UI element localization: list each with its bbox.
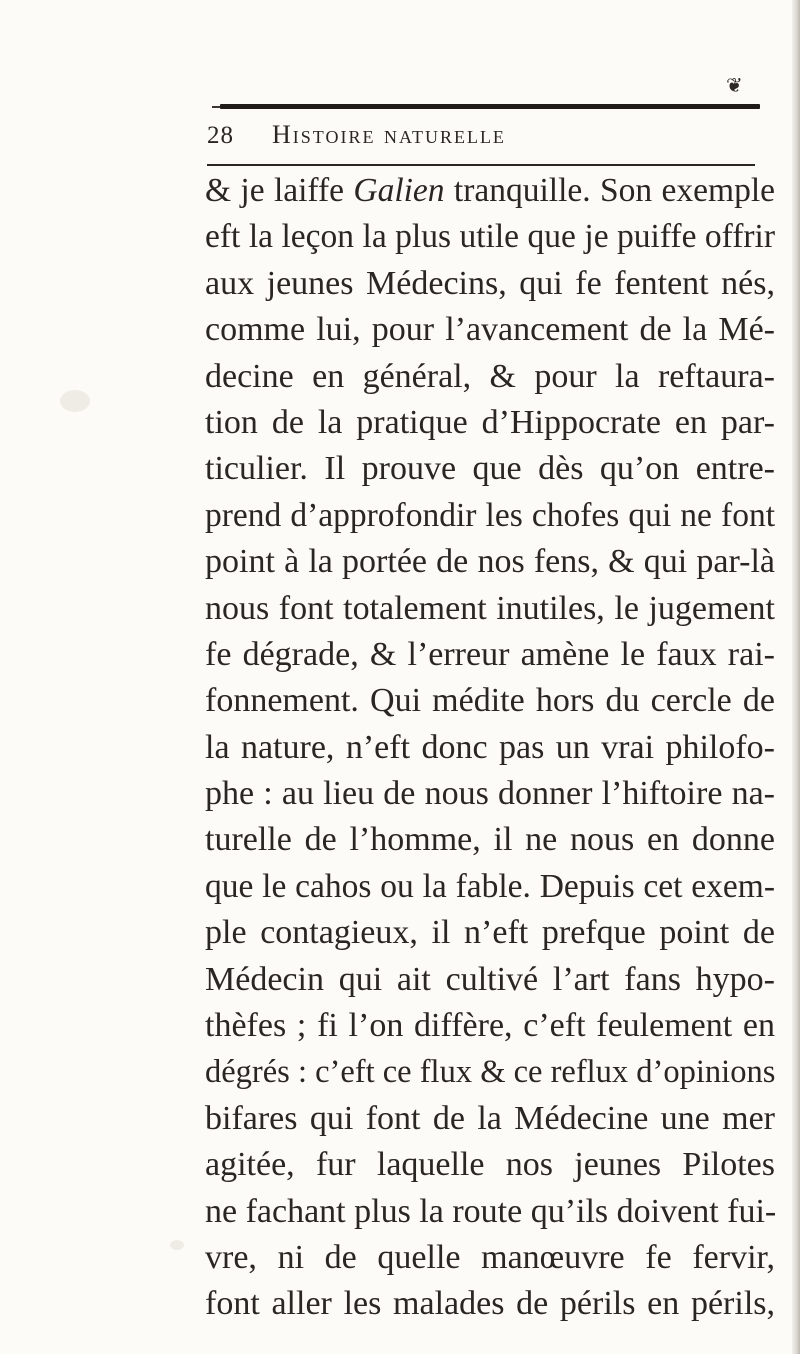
text-line — [205, 632, 775, 678]
text-segment: comme lui, pour l’avancement de la Mé- — [205, 311, 775, 349]
text-segment: la nature, n’eft donc pas un vrai philofo- — [205, 728, 775, 766]
text-line — [205, 1189, 775, 1235]
text-line — [205, 725, 775, 771]
text-segment: thèfes ; fi l’on diffère, c’eft feulement en — [205, 1007, 775, 1045]
text-line — [205, 678, 775, 724]
text-segment: prend d’approfondir les chofes qui ne font — [205, 496, 775, 534]
paper-stain — [60, 390, 90, 412]
text-segment: decine en général, & pour la reftaura- — [205, 357, 775, 395]
text-segment: ne fachant plus la route qu’ils doivent fui- — [205, 1192, 777, 1230]
page-edge-shadow — [792, 0, 800, 1354]
text-line — [205, 1049, 775, 1095]
page-number: 28 — [207, 122, 234, 149]
italic-name: Galien — [353, 172, 445, 209]
text-segment: phe : au lieu de nous donner l’hiftoire na- — [205, 775, 775, 813]
text-line — [205, 307, 775, 353]
text-line — [205, 354, 775, 400]
text-line — [205, 1281, 775, 1327]
text-segment: que le cahos ou la fable. Depuis cet exem- — [205, 867, 775, 905]
printer-mark-icon: ❦ — [726, 75, 743, 97]
text-segment: fe dégrade, & l’erreur amène le faux rai- — [205, 635, 775, 673]
text-line — [205, 910, 775, 956]
text-segment: Médecin qui ait cultivé l’art fans hypo- — [205, 960, 775, 998]
text-line — [205, 539, 775, 585]
text-segment: agitée, fur laquelle nos jeunes Pilotes — [205, 1146, 775, 1184]
text-line — [205, 168, 775, 214]
text-segment: font aller les malades de périls en périls, — [205, 1285, 775, 1323]
header-rule — [207, 164, 755, 166]
text-segment: point à la portée de nos fens, & qui par-là — [205, 543, 775, 581]
text-line — [205, 957, 775, 1003]
text-line — [205, 400, 775, 446]
text-line — [205, 817, 775, 863]
paper-stain — [170, 1240, 184, 1250]
text-line — [205, 586, 775, 632]
text-segment: vre, ni de quelle manœuvre fe fervir, — [205, 1238, 775, 1276]
body-text — [205, 168, 775, 1328]
text-segment: ticulier. Il prouve que dès qu’on entre- — [205, 450, 775, 488]
text-line — [205, 493, 775, 539]
text-segment: fonnement. Qui médite hors du cercle de — [205, 682, 775, 720]
text-line — [205, 1142, 775, 1188]
text-segment: & je laiffe — [205, 172, 354, 209]
text-segment: dégrés : c’eft ce flux & ce reflux d’opinions — [205, 1054, 776, 1091]
text-line — [205, 214, 775, 260]
text-segment: aux jeunes Médecins, qui fe fentent nés, — [205, 264, 775, 302]
text-segment: bifares qui font de la Médecine une mer — [205, 1099, 775, 1137]
text-segment: nous font totalement inutiles, le jugement — [205, 589, 775, 627]
text-line — [205, 261, 775, 307]
text-segment: tranquille. Son exemple — [444, 172, 775, 209]
text-line — [205, 1096, 775, 1142]
text-line — [205, 864, 775, 910]
text-line — [205, 771, 775, 817]
text-segment: tion de la pratique d’Hippocrate en par- — [205, 403, 775, 441]
running-header — [207, 120, 767, 160]
text-segment: ple contagieux, il n’eft prefque point de — [205, 914, 775, 952]
text-line — [205, 446, 775, 492]
text-line — [205, 1003, 775, 1049]
running-title: Histoire naturelle — [272, 120, 506, 149]
text-segment: turelle de l’homme, il ne nous en donne — [205, 821, 775, 859]
top-rule — [220, 104, 760, 109]
text-segment: eft la leçon la plus utile que je puiffe offrir — [205, 218, 775, 256]
text-line — [205, 1235, 775, 1281]
